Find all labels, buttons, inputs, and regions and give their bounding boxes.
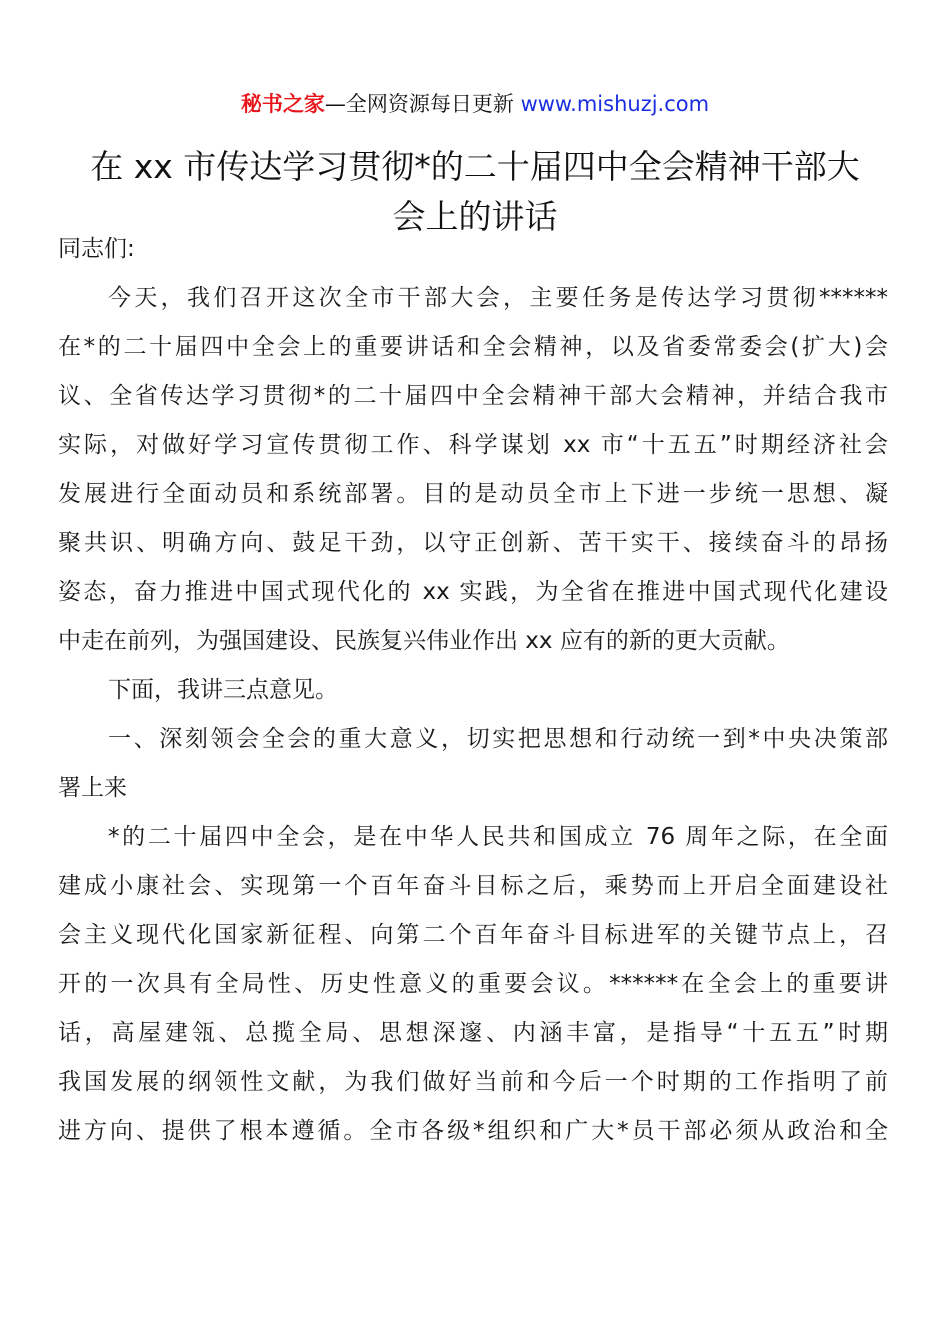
paragraph-line: 进方向、提供了根本遵循。全市各级*组织和广大*员干部必须从政治和全 xyxy=(58,1118,888,1144)
paragraph-line: 中走在前列，为强国建设、民族复兴伟业作出 xx 应有的新的更大贡献。 xyxy=(58,628,790,654)
paragraph-opening xyxy=(58,274,888,666)
section-heading-1 xyxy=(58,715,888,813)
site-header xyxy=(0,88,950,120)
paragraph-line: 议、全省传达学习贯彻*的二十届四中全会精神干部大会精神，并结合我市 xyxy=(58,383,888,409)
paragraph-line: 姿态，奋力推进中国式现代化的 xx 实践，为全省在推进中国式现代化建设 xyxy=(58,579,888,605)
heading-line: 一、深刻领会全会的重大意义，切实把思想和行动统一到*中央决策部 xyxy=(108,726,888,752)
paragraph-line: 实际，对做好学习宣传贯彻工作、科学谋划 xx 市“十五五”时期经济社会 xyxy=(58,432,888,458)
title-line: 会上的讲话 xyxy=(392,197,558,236)
paragraph-line: 在*的二十届四中全会上的重要讲话和全会精神，以及省委常委会(扩大)会 xyxy=(58,334,888,360)
site-slogan: —全网资源每日更新 xyxy=(324,92,514,116)
brand-name: 秘书之家 xyxy=(240,92,325,116)
paragraph-line: 今天，我们召开这次全市干部大会，主要任务是传达学习贯彻****** xyxy=(108,285,888,311)
paragraph-section-1 xyxy=(58,813,888,1156)
document-body xyxy=(58,225,888,1156)
salutation: 同志们: xyxy=(58,236,135,262)
paragraph-line: 话，高屋建瓴、总揽全局、思想深邃、内涵丰富，是指导“十五五”时期 xyxy=(58,1020,888,1046)
paragraph-line: 聚共识、明确方向、鼓足干劲，以守正创新、苦干实干、接续奋斗的昂扬 xyxy=(58,530,888,556)
title-line: 在 xx 市传达学习贯彻*的二十届四中全会精神干部大 xyxy=(90,147,860,186)
paragraph-line: 发展进行全面动员和系统部署。目的是动员全市上下进一步统一思想、凝 xyxy=(58,481,888,507)
paragraph-line: 我国发展的纲领性文献，为我们做好当前和今后一个时期的工作指明了前 xyxy=(58,1069,888,1095)
paragraph-transition: 下面，我讲三点意见。 xyxy=(108,677,338,703)
site-url-link[interactable]: www.mishuzj.com xyxy=(520,92,710,116)
paragraph-line: *的二十届四中全会，是在中华人民共和国成立 76 周年之际，在全面 xyxy=(108,824,888,850)
paragraph-line: 建成小康社会、实现第一个百年奋斗目标之后，乘势而上开启全面建设社 xyxy=(58,873,888,899)
paragraph-line: 开的一次具有全局性、历史性意义的重要会议。******在全会上的重要讲 xyxy=(58,971,888,997)
heading-line: 署上来 xyxy=(58,775,127,801)
paragraph-line: 会主义现代化国家新征程、向第二个百年奋斗目标进军的关键节点上，召 xyxy=(58,922,888,948)
